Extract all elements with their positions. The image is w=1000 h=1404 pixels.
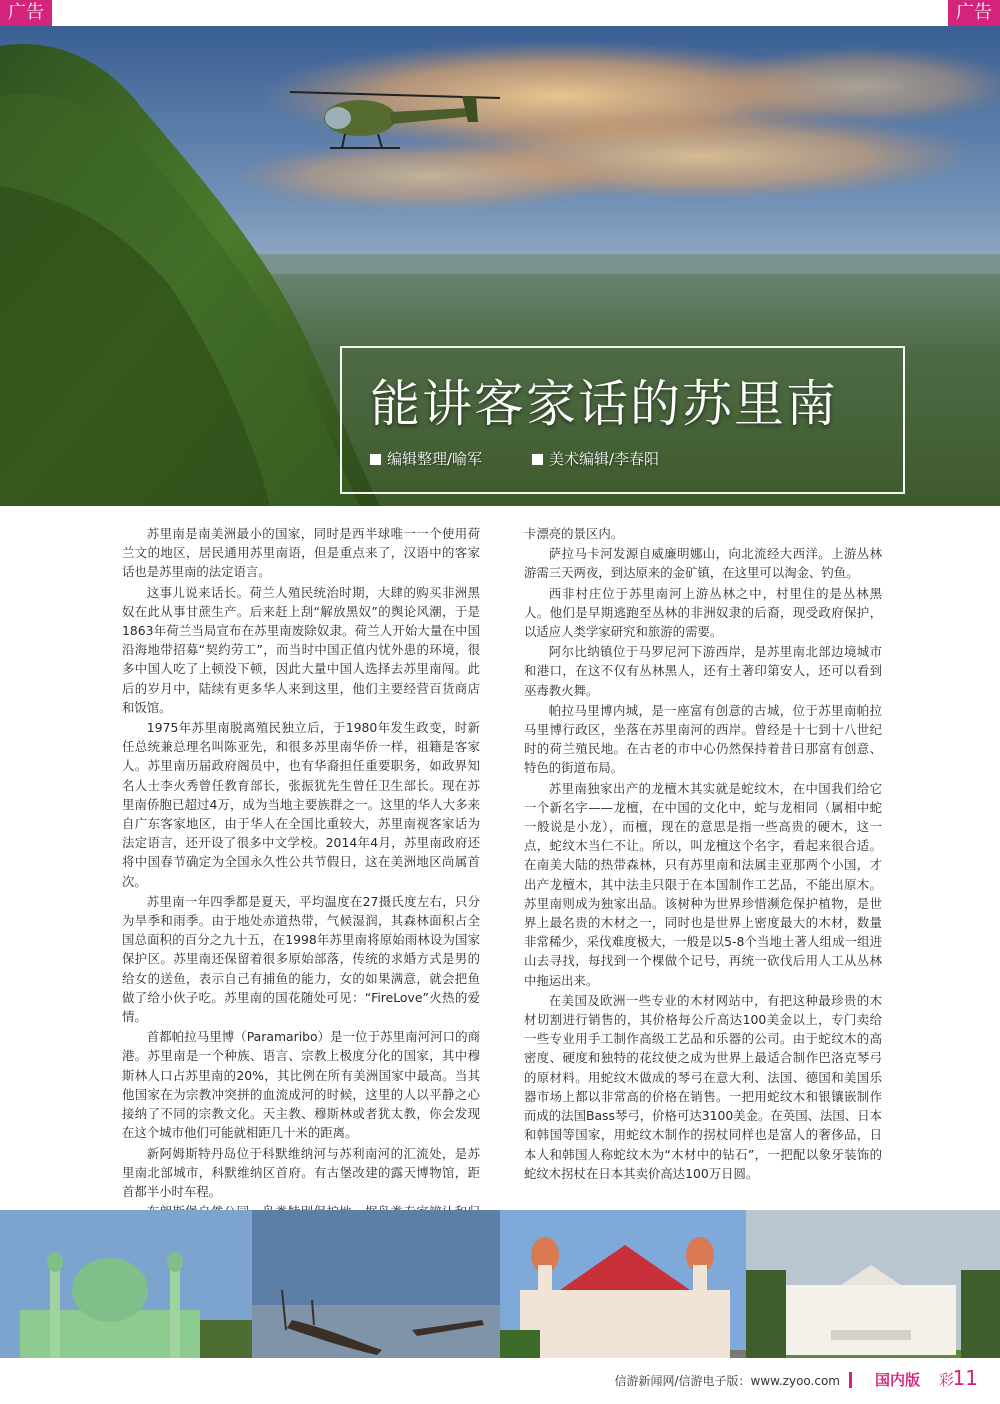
footer-edition: 国内版 (874, 1371, 920, 1389)
left-text-column (122, 524, 480, 1261)
paragraph: 阿尔比纳镇位于马罗尼河下游西岸，是苏里南北部边境城市和港口，在这不仅有丛林黑人，还有土著印第安人，还可以看到巫毒教火舞。 (524, 644, 882, 698)
paragraph: 1975年苏里南脱离殖民独立后，于1980年发生政变，时新任总统兼总理名叫陈亚先，和很多苏里南华侨一样，祖籍是客家人。苏里南历届政府阁员中，也有华裔担任重要职务，如政界知名人士李火秀曾任教育部长，张振犹先生曾任卫生部长。现在苏里南侨胞已超过4万，成为当地主要族群之一。这里的华人大多来自广东客家地区，由于华人在全国比重较大，苏里南视客家话为法定语言，还开设了很多中文学校。2014年4月，苏里南政府还将中国春节确定为全国永久性公共节假日，这在美洲地区尚属首次。 (122, 720, 480, 889)
page-number: 11 (952, 1366, 978, 1390)
art-editor-credit (532, 448, 659, 469)
paragraph: 萨拉马卡河发源自威廉明娜山，向北流经大西洋。上游丛林游需三天两夜，到达原来的金矿镇，在这里可以淘金、钓鱼。 (524, 546, 882, 581)
paragraph: 帕拉马里博内城，是一座富有创意的古城，位于苏里南帕拉马里博行政区，坐落在苏里南河的西岸。曾经是十七到十八世纪时的荷兰殖民地。在古老的市中心仍然保持着昔日那富有创意、特色的街道布局。 (524, 702, 882, 776)
paragraph: 首都帕拉马里博（Paramaribo）是一位于苏里南河河口的商港。苏里南是一个种族、语言、宗教上极度分化的国家，其中穆斯林人口占苏里南的20%，其比例在所有美洲国家中最高。当其他国家在为宗教冲突拼的血流成河的时候，这里的人以平静之心接纳了不同的宗教文化。天主教、穆斯林或者犹太教，你会发现在这个城市他们可能就相距几十米的距离。 (122, 1029, 480, 1141)
art-credit-text: 美术编辑/李春阳 (549, 450, 660, 468)
paragraph: 新阿姆斯特丹岛位于科默维纳河与苏利南河的汇流处，是苏里南北部城市，科默维纳区首府。有古堡改建的露天博物馆，距首都半小时车程。 (122, 1145, 480, 1199)
page-footer (0, 1358, 1000, 1404)
paragraph: 西非村庄位于苏里南河上游丛林之中，村里住的是丛林黑人。他们是早期逃跑至丛林的非洲奴隶的后裔，现受政府保护，以适应人类学家研究和旅游的需要。 (524, 585, 882, 640)
paragraph: 苏里南是南美洲最小的国家，同时是西半球唯一一个使用荷兰文的地区，居民通用苏里南语，但是重点来了，汉语中的客家话也是苏里南的法定语言。 (122, 526, 480, 580)
paragraph: 这事儿说来话长。荷兰人殖民统治时期，大肆的购买非洲黑奴在此从事甘蔗生产。后来赶上刮“解放黑奴”的舆论风潮，于是1863年荷兰当局宣布在苏里南废除奴隶。荷兰人开始大量在中国沿海地带招募“契约劳工”，而当时中国正值内忧外患的环境，很多中国人吃了上顿没下顿，因此大量中国人选择去苏里南闯。此后的岁月中，陆续有更多华人来到这里，他们主要经营百货商店和饭馆。 (122, 584, 480, 715)
footer-divider (849, 1372, 852, 1388)
editor-credit-text: 编辑整理/喻军 (387, 450, 483, 468)
paragraph-continued: 卡漂亮的景区内。 (524, 526, 624, 541)
ad-label-left: 广告 (0, 0, 52, 26)
ad-label-right: 广告 (948, 0, 1000, 26)
paragraph: 在美国及欧洲一些专业的木材网站中，有把这种最珍贵的木材切割进行销售的，其价格每公斤高达100美金以上，专门卖给一些专业用手工制作高级工艺品和乐器的公司。由于蛇纹木的高密度、硬度和独特的花纹使之成为世界上最适合制作巴洛克琴弓的原材料。用蛇纹木做成的琴弓在意大利、法国、德国和美国乐器市场上都以非常高的价格在销售。一把用蛇纹木和银镶嵌制作而成的法国Bass琴弓，价格可达3100美金。在英国、法国、日本和韩国等国家，用蛇纹木制作的拐杖同样也是富人的奢侈品，日本人和韩国人称蛇纹木为“木材中的钻石”，一把配以象牙装饰的蛇纹木拐杖在日本其卖价高达100万日圆。 (524, 992, 882, 1181)
article-title: 能讲客家话的苏里南 (370, 375, 838, 433)
footer-site: 信游新闻网/信游电子版：www.zyoo.com (614, 1374, 840, 1388)
paragraph: 苏里南一年四季都是夏天，平均温度在27摄氏度左右，只分为旱季和雨季。由于地处赤道热带，气候湿润，其森林面积占全国总面积的百分之九十五，在1998年苏里南将原始雨林设为国家保护区。苏里南还保留着很多原始部落，传统的求婚方式是男的给女的送鱼，表示自己有捕鱼的能力，女的如果满意，就会把鱼做了给小伙子吃。苏里南的国花随处可见：“FireLove”火热的爱情。 (122, 893, 480, 1025)
title-box (340, 346, 905, 494)
hero-image (0, 26, 1000, 506)
footer-color-label: 彩 (938, 1371, 954, 1389)
paragraph: 苏里南独家出产的龙檀木其实就是蛇纹木，在中国我们给它一个新名字——龙檀，在中国的文化中，蛇与龙相同（属相中蛇一般说是小龙），而檀，现在的意思是指一些高贵的硬木，这一点，蛇纹木当仁不让。所以，叫龙檀这个名字，看起来很合适。在南美大陆的热带森林，只有苏里南和法属圭亚那两个小国，才出产龙檀木，其中法圭只限于在本国制作工艺品，不能出原木。苏里南则成为独家出品。该树种为世界珍惜濒危保护植物，是世界上最名贵的木材之一，同时也是世界上密度最大的木材，数量非常稀少，采伐难度极大，一般是以5-8个当地土著人组成一组进山去寻找，每找到一个棵做个记号，再统一砍伐后用人工从丛林中拖运出来。 (524, 780, 882, 988)
editor-credit (370, 448, 482, 469)
right-text-column (524, 524, 882, 1184)
